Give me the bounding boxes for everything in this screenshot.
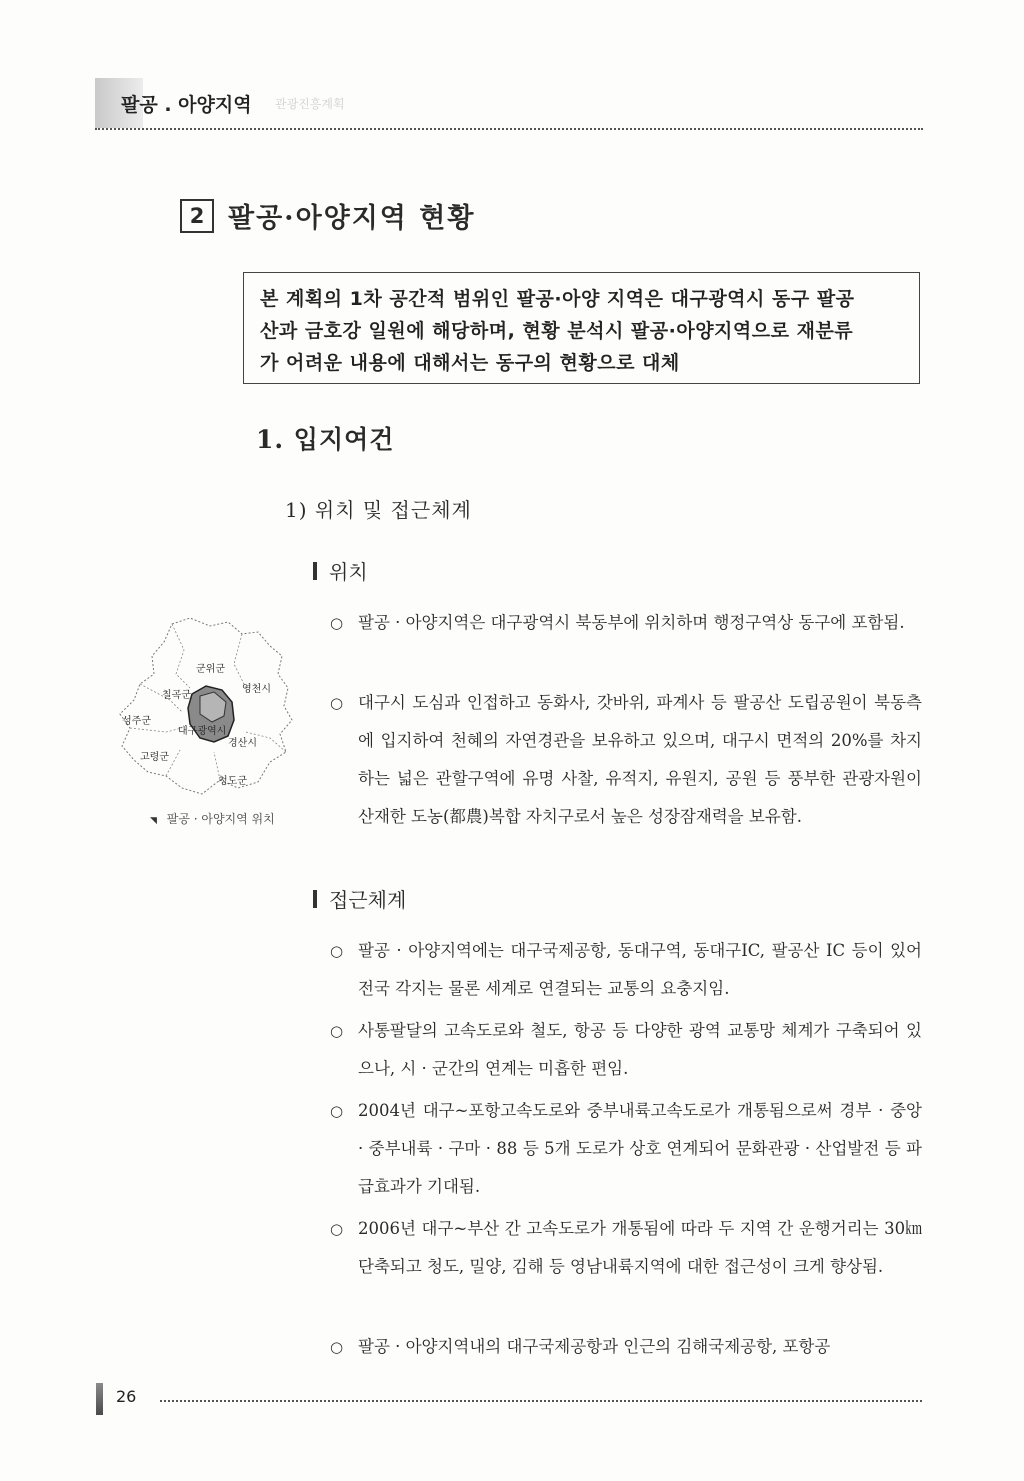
map-label-seongju: 성주군: [122, 716, 151, 727]
summary-line: 가 어려운 내용에 대해서는 동구의 현황으로 대체: [260, 352, 680, 374]
list-item: [330, 1012, 922, 1088]
heading-bar-icon: [313, 562, 317, 580]
circle-bullet-icon: ○: [330, 1220, 344, 1238]
map-caption: [150, 810, 275, 827]
map-label-gunwi: 군위군: [196, 664, 225, 675]
page-number: 26: [116, 1387, 137, 1406]
subheading-access: [313, 884, 406, 913]
list-item: [330, 684, 922, 836]
list-item-text: 대구시 도심과 인접하고 동화사, 갓바위, 파계사 등 팔공산 도립공원이 북동측에 입지하여 천혜의 자연경관을 보유하고 있으며, 대구시 면적의 20%를 차지하는 넓은 관할구역에 유명 사찰, 유적지, 유원지, 공원 등 풍부한 관광자원이 산재한 도농(都農)복합 자치구로서 높은 성장잠재력을 보유함.: [358, 693, 922, 826]
list-item: [330, 932, 922, 1008]
map-label-yeongcheon: 영천시: [242, 684, 271, 695]
list-item-text: 팔공 · 아양지역에는 대구국제공항, 동대구역, 동대구IC, 팔공산 IC 등이 있어 전국 각지는 물론 세계로 연결되는 교통의 요충지임.: [358, 941, 922, 998]
subheading-text: 접근체계: [329, 888, 407, 912]
map-label-daegu: 대구광역시: [178, 726, 227, 737]
footer-bar: [96, 1383, 103, 1415]
map-label-chilgok: 칠곡군: [162, 690, 191, 701]
summary-box: [243, 272, 920, 384]
location-map: [110, 612, 300, 807]
list-item-text: 팔공 · 아양지역은 대구광역시 북동부에 위치하며 행정구역상 동구에 포함됨.: [358, 613, 905, 632]
header-title: 팔공 . 아양지역: [121, 94, 252, 116]
list-item: [330, 1328, 922, 1366]
running-header: [95, 78, 923, 128]
circle-bullet-icon: ○: [330, 1338, 344, 1356]
section-number: 2: [180, 199, 214, 233]
heading-level2: 1) 위치 및 접근체계: [285, 498, 472, 522]
list-item-text: 팔공 · 아양지역내의 대구국제공항과 인근의 김해국제공항, 포항공: [358, 1337, 831, 1356]
triangle-bullet-icon: ◥: [150, 816, 157, 826]
list-item: [330, 604, 922, 642]
map-caption-text: 팔공 · 아양지역 위치: [166, 812, 275, 826]
header-subtitle: 관광진흥계획: [275, 97, 345, 111]
circle-bullet-icon: ○: [330, 614, 344, 632]
list-item: [330, 1210, 922, 1286]
circle-bullet-icon: ○: [330, 942, 344, 960]
section-title: [180, 196, 475, 235]
summary-line: 본 계획의 1차 공간적 범위인 팔공·아양 지역은 대구광역시 동구 팔공: [260, 288, 855, 310]
map-label-goryeong: 고령군: [140, 752, 169, 763]
subheading-location: [313, 556, 368, 585]
map-label-cheongdo: 청도군: [218, 776, 247, 787]
list-item-text: 2006년 대구~부산 간 고속도로가 개통됨에 따라 두 지역 간 운행거리는 30㎞ 단축되고 청도, 밀양, 김해 등 영남내륙지역에 대한 접근성이 크게 향상됨.: [358, 1219, 922, 1276]
list-item-text: 사통팔달의 고속도로와 철도, 항공 등 다양한 광역 교통망 체계가 구축되어 있으나, 시 · 군간의 연계는 미흡한 편임.: [358, 1021, 922, 1078]
circle-bullet-icon: ○: [330, 694, 344, 712]
map-label-gyeongsan: 경산시: [228, 738, 257, 749]
heading-level1: 1. 입지여건: [256, 425, 395, 454]
section-title-text: 팔공·아양지역 현황: [228, 203, 476, 234]
heading-bar-icon: [313, 890, 317, 908]
list-item: [330, 1092, 922, 1206]
footer-divider: [160, 1400, 922, 1402]
summary-line: 산과 금호강 일원에 해당하며, 현황 분석시 팔공·아양지역으로 재분류: [260, 320, 854, 342]
header-divider: [95, 128, 923, 130]
subheading-text: 위치: [329, 560, 368, 584]
list-item-text: 2004년 대구~포항고속도로와 중부내륙고속도로가 개통됨으로써 경부 · 중앙 · 중부내륙 · 구마 · 88 등 5개 도로가 상호 연계되어 문화관광 · 산업발전 등 파급효과가 기대됨.: [358, 1101, 922, 1196]
circle-bullet-icon: ○: [330, 1022, 344, 1040]
circle-bullet-icon: ○: [330, 1102, 344, 1120]
